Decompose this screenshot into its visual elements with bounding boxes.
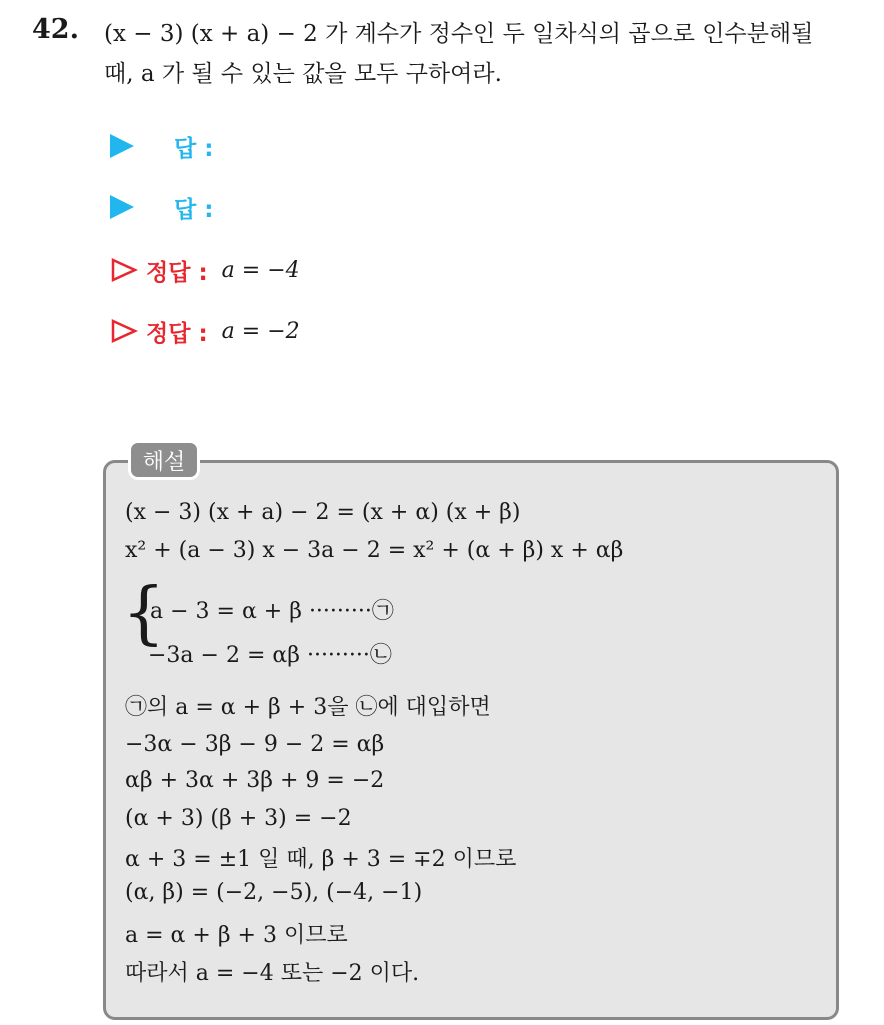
solution-line-9: α + 3 = ±1 일 때, β + 3 = ∓2 이므로 [125,847,517,872]
outline-triangle-icon [110,318,138,344]
answer-label: 답 : [174,196,214,223]
solution-line-8: (α + 3) (β + 3) = −2 [125,806,352,831]
question-line-2: 때, a 가 될 수 있는 값을 모두 구하여라. [104,61,502,87]
solution-line-5: ㉠의 a = α + β + 3을 ㉡에 대입하면 [125,695,491,720]
question-number: 42. [32,14,79,45]
answer-label: 답 : [174,135,214,162]
correct-answer-value: a = −2 [221,318,300,344]
correct-answer-1 [110,252,300,288]
solution-tag: 해설 [128,440,200,480]
answer-blank-2[interactable] [110,189,213,225]
correct-answer-label: 정답 : [146,259,208,286]
play-triangle-icon [110,134,134,158]
solution-line-1: (x − 3) (x + a) − 2 = (x + α) (x + β) [125,500,521,525]
solution-line-6: −3α − 3β − 9 − 2 = αβ [125,732,385,757]
solution-line-11: a = α + β + 3 이므로 [125,923,348,948]
system-brace: { [122,574,166,653]
solution-line-10: (α, β) = (−2, −5), (−4, −1) [125,880,423,905]
solution-line-7: αβ + 3α + 3β + 9 = −2 [125,768,385,793]
solution-line-2: x² + (a − 3) x − 3a − 2 = x² + (α + β) x + αβ [125,538,624,563]
question-line-1: (x − 3) (x + a) − 2 가 계수가 정수인 두 일차식의 곱으로 인수분해될 [104,21,814,47]
correct-answer-2 [110,313,300,349]
solution-line-4: −3a − 2 = αβ ·········㉡ [148,643,392,668]
play-triangle-icon [110,195,134,219]
correct-answer-label: 정답 : [146,320,208,347]
solution-line-3: a − 3 = α + β ·········㉠ [150,599,394,624]
correct-answer-value: a = −4 [221,257,300,283]
question-text [104,14,874,94]
outline-triangle-icon [110,257,138,283]
solution-line-12: 따라서 a = −4 또는 −2 이다. [125,961,420,986]
answer-blank-1[interactable] [110,128,213,164]
